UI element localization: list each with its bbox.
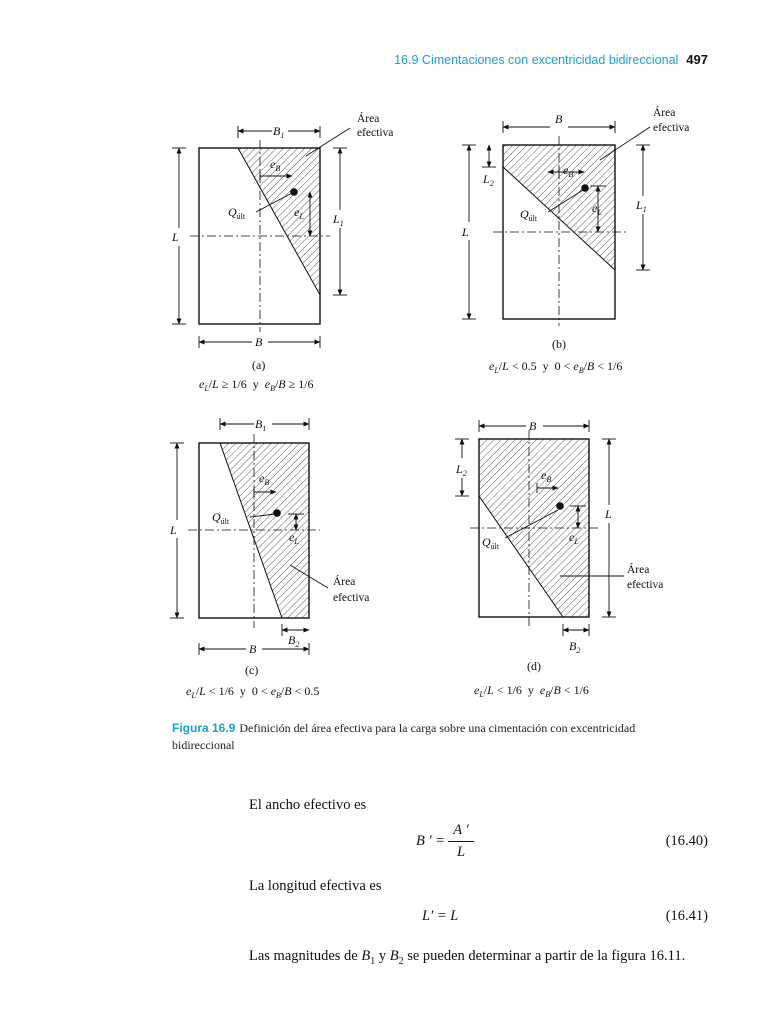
equation-16-41: L′ = L [422, 908, 459, 924]
figure-caption [172, 720, 692, 754]
svg-text:Qúlt: $Q_{últ}$ [520, 207, 538, 223]
svg-text:L: L [170, 523, 177, 537]
svg-text:Área: Área [357, 113, 380, 125]
svg-text:B: B [555, 112, 563, 126]
panel-tag-a: (a) [252, 358, 266, 372]
paragraph-effective-width: El ancho efectivo es [249, 797, 367, 813]
svg-text:efectiva: efectiva [333, 592, 370, 604]
svg-text:L2: $L_2$ [456, 462, 467, 478]
equation-number-16-40: (16.40) [665, 833, 708, 849]
svg-text:B1: $B_1$ [273, 124, 285, 140]
svg-text:eL: $e_L$ [592, 201, 602, 217]
paragraph-magnitudes: Las magnitudes de $B_1$ y $B_2$ se pueden determinar a partir de la figura 16.11. [249, 948, 686, 967]
svg-text:eL: $e_L$ [289, 530, 299, 546]
svg-text:B1: $B_1$ [255, 417, 267, 433]
svg-text:efectiva: efectiva [627, 579, 664, 591]
svg-text:eB: $e_B$ [270, 157, 281, 173]
condition-d: $e_L/L < 1/6$ y $e_B/B < 1/6$ [474, 683, 589, 699]
svg-text:eL: $e_L$ [569, 530, 579, 546]
svg-text:L2: $L_2$ [483, 172, 494, 188]
svg-text:B: B [249, 642, 257, 656]
equation-number-16-41: (16.41) [665, 908, 708, 924]
svg-text:B2: $B_2$ [288, 633, 300, 649]
svg-text:eB: $e_B$ [259, 471, 270, 487]
equation-16-40-fraction [448, 822, 474, 861]
panel-d [455, 419, 663, 699]
load-point [273, 509, 281, 517]
equation-16-40-lhs: B ′ = [416, 833, 446, 849]
svg-text:L: L [605, 507, 612, 521]
caption-text: Definición del área efectiva para la carga sobre una cimentación con excentricidad bidireccional [172, 721, 636, 752]
panel-a [171, 111, 393, 393]
condition-c: $e_L/L < 1/6$ y $0 < e_B/B < 0.5$ [186, 684, 320, 700]
svg-text:Qúlt: $Q_{últ}$ [482, 535, 500, 551]
section-title: 16.9 Cimentaciones con excentricidad bidireccional [394, 53, 679, 67]
panel-tag-d: (d) [527, 659, 541, 673]
svg-text:Qúlt: $Q_{últ}$ [228, 205, 246, 221]
panel-tag-c: (c) [245, 663, 259, 677]
paragraph-effective-length: La longitud efectiva es [249, 878, 382, 894]
svg-text:L1: $L_1$ [636, 198, 647, 214]
svg-text:Área: Área [627, 564, 650, 576]
svg-text:B: B [529, 419, 537, 433]
fraction-numerator: A ′ [448, 822, 474, 842]
svg-text:L: L [462, 225, 469, 239]
page-number: 497 [686, 52, 708, 67]
panel-b [461, 105, 689, 375]
svg-text:L: L [172, 230, 179, 244]
svg-text:eB: $e_B$ [541, 468, 552, 484]
svg-text:Qúlt: $Q_{últ}$ [212, 510, 230, 526]
svg-text:Área: Área [653, 107, 676, 119]
svg-text:eL: $e_L$ [294, 205, 304, 221]
load-point [581, 184, 589, 192]
svg-text:Área: Área [333, 576, 356, 588]
svg-text:B2: $B_2$ [569, 639, 581, 655]
load-point [556, 502, 564, 510]
condition-a: $e_L/L \ge 1/6$ y $e_B/B \ge 1/6$ [199, 377, 314, 393]
load-point [290, 188, 298, 196]
svg-text:efectiva: efectiva [357, 127, 394, 139]
condition-b: $e_L/L < 0.5$ y $0 < e_B/B < 1/6$ [489, 359, 623, 375]
svg-text:eB: $e_B$ [563, 163, 574, 179]
effective-area-hatch [220, 443, 309, 618]
fraction-denominator: L [456, 844, 466, 860]
svg-text:B: B [255, 335, 263, 349]
figure-label: Figura 16.9 [172, 721, 236, 735]
panel-c [169, 417, 369, 700]
svg-text:L1: $L_1$ [333, 212, 344, 228]
svg-text:efectiva: efectiva [653, 122, 690, 134]
panel-tag-b: (b) [552, 337, 566, 351]
